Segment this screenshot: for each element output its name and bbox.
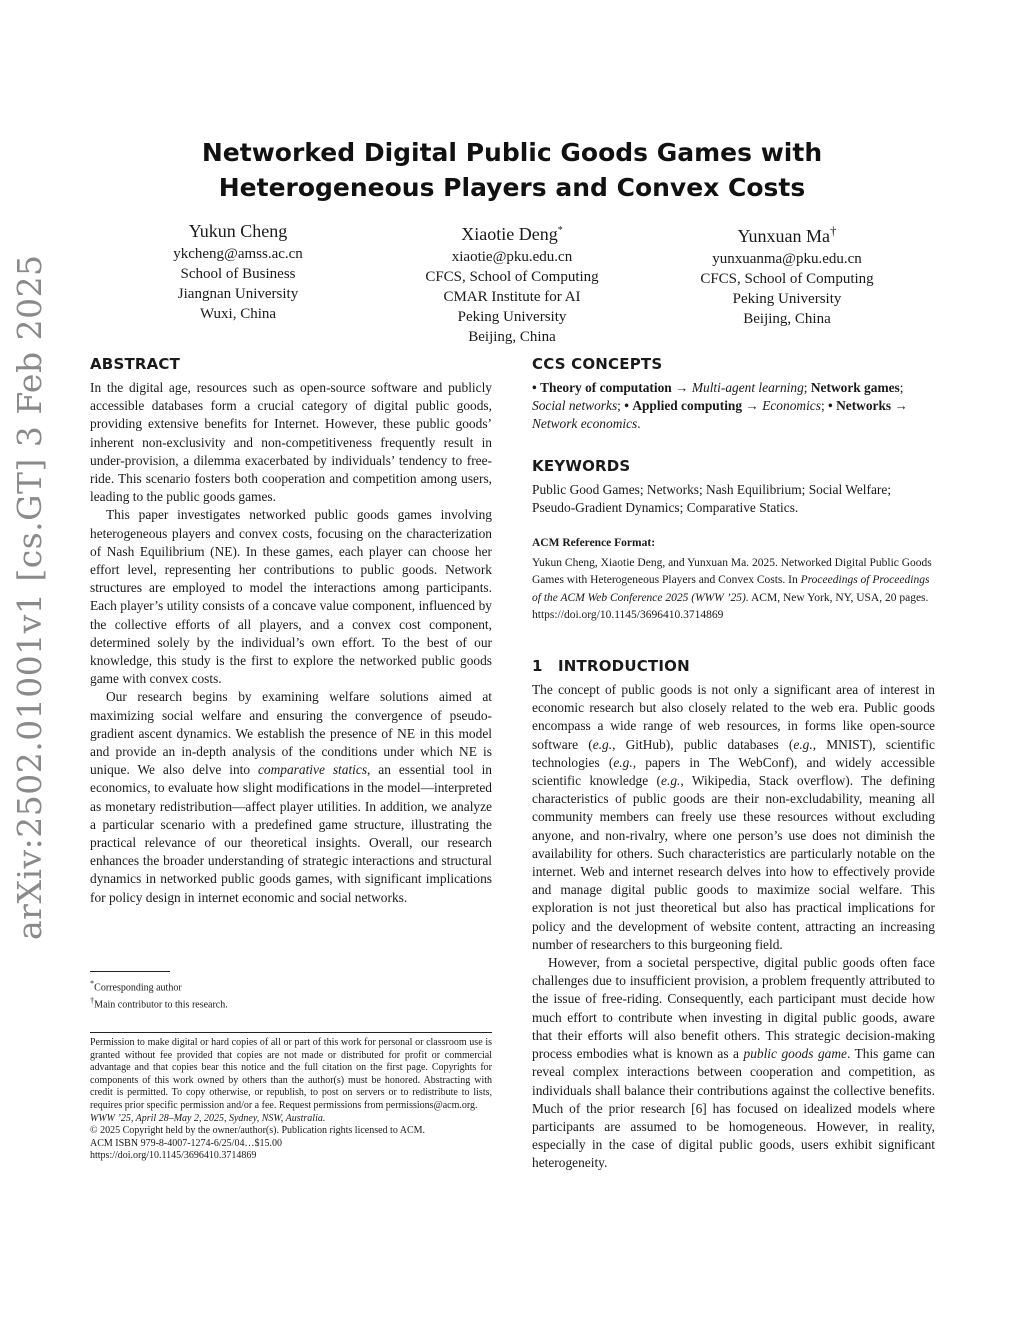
ccs-subterm: Social networks [532, 398, 618, 414]
arxiv-identifier: arXiv:2502.01001v1 [cs.GT] 3 Feb 2025 [10, 254, 49, 940]
ccs-term: Network games [810, 380, 900, 395]
bullet: • [532, 380, 537, 395]
footnote-mark: † [90, 996, 95, 1006]
emphasis: e.g. [661, 773, 681, 789]
acm-reference [532, 534, 935, 624]
section-number: 1 [532, 657, 543, 676]
arrow: → [675, 380, 689, 395]
ccs-concepts: • Theory of computation → Multi-agent learning; Network games; Social networks; • Applied computing → Economics; • Networks → Network economics. [532, 380, 908, 432]
ccs-subterm: Network economics [532, 416, 638, 432]
text-run: , MNIST), scientific technologies ( [532, 736, 935, 770]
left-column [90, 354, 492, 907]
emphasis: Proceedings of Proceedings of the ACM Web Conference 2025 (WWW ’25). [532, 574, 930, 604]
author-email: xiaotie@pku.edu.cn [451, 249, 573, 265]
text-run: , GitHub), public databases ( [612, 736, 794, 752]
permission-text: Permission to make digital or hard copies of all or part of this work for personal or classroom use is granted without fee provided that copies are not made or distributed for profit or commercial advantage and that copies bear this notice and the full citation on the first page. Copyrights for components of this work owned by others than the author(s) must be honored. Abstracting with credit is permitted. To copy otherwise, or republish, to post on servers or to redistribute to lists, requires prior specific permission and/or a fee. Request permissions from permissions@acm.org. [90, 1037, 492, 1111]
footnote-1 [90, 977, 492, 994]
text-run: . This game can reveal complex interactions between cooperation and competition, as individuals shall balance their contributions against the collective benefits. Much of the prior research [6] has focused on idealized models where participants are assumed to be homogeneous. However, in reality, especially in the case of digital public goods, users exhibit significant heterogeneity. [532, 1046, 935, 1171]
bullet: • [624, 398, 629, 414]
text-run: Our research begins by examining welfare solutions aimed at maximizing social welfare and ensuring the convergence of pseudo-gradient ascent dynamics. We establish the presence of NE in this model and provide an in-depth analysis of the conditions under which NE is unique. We also delve into [90, 689, 492, 778]
bullet: • [828, 398, 833, 414]
emphasis: e.g. [613, 754, 633, 770]
author-email: ykcheng@amss.ac.cn [173, 246, 303, 262]
title-line-1: Networked Digital Public Goods Games with [201, 138, 823, 167]
ccs-subterm: Multi-agent learning [691, 380, 804, 395]
permission-block [90, 1032, 492, 1163]
author-mark: * [557, 225, 563, 236]
intro-paragraph-1 [532, 681, 935, 954]
abstract-paragraph-3 [90, 688, 492, 906]
introduction-heading [532, 656, 935, 676]
ccs-heading: CCS CONCEPTS [532, 355, 663, 373]
emphasis: comparative statics [257, 762, 368, 778]
author-email: yunxuanma@pku.edu.cn [712, 251, 862, 267]
author-affiliation: Peking University [457, 309, 567, 325]
author-2 [382, 220, 642, 347]
footnote-text: Main contributor to this research. [94, 999, 228, 1011]
author-name: Xiaotie Deng [461, 224, 558, 244]
intro-paragraph-2 [532, 954, 935, 1172]
footnote-rule [90, 971, 170, 972]
arrow: → [745, 398, 759, 414]
author-name: Yunxuan Ma [737, 226, 830, 246]
ccs-term: Networks [836, 398, 892, 414]
footnote-2 [90, 994, 492, 1011]
author-affiliation: CFCS, School of Computing [425, 269, 599, 285]
author-name: Yukun Cheng [188, 221, 288, 241]
abstract-heading: ABSTRACT [90, 355, 181, 373]
keywords-heading: KEYWORDS [532, 456, 631, 475]
author-affiliation: Beijing, China [743, 311, 831, 327]
abstract-paragraph-2: This paper investigates networked public goods games involving heterogeneous players and convex costs, focusing on the characterization of Nash Equilibrium (NE). In these games, each player can choose her effort level, representing her contributions to public goods. Network structures are employed to model the interactions among participants. Each player’s utility consists of a concave value component, influenced by the collective efforts of all players, and a convex cost component, determined solely by the individual’s own effort. To the best of our knowledge, this study is the first to explore the networked public goods game with convex costs. [90, 507, 492, 687]
author-affiliation: Beijing, China [468, 329, 556, 345]
text-run: ACM, New York, NY, USA, 20 pages. https://doi.org/10.1145/3696410.3714869 [532, 591, 929, 621]
author-affiliation: CMAR Institute for AI [443, 289, 581, 305]
acm-reference-label: ACM Reference Format: [532, 537, 656, 550]
text-run: , an essential tool in economics, to evaluate how slight modifications in the model—interpreted as monetary redistribution—affect player utilities. In addition, we analyze a particular scenario with a predefined game structure, illustrating the practical relevance of our theoretical insights. Overall, our research enhances the broader understanding of strategic interactions and structural dynamics in networked public goods games, with significant implications for policy design in internet economic and social networks. [90, 762, 492, 905]
emphasis: public goods game [743, 1046, 847, 1062]
copyright-line: © 2025 Copyright held by the owner/author(s). Publication rights licensed to ACM. [90, 1125, 426, 1137]
footnote-mark: * [90, 979, 95, 988]
emphasis: e.g. [793, 736, 813, 752]
author-affiliation: CFCS, School of Computing [700, 271, 874, 287]
ccs-term: Applied computing [632, 398, 743, 414]
author-affiliation: Jiangnan University [177, 286, 299, 302]
section-title: INTRODUCTION [558, 657, 690, 676]
author-affiliation: School of Business [180, 266, 296, 282]
author-1 [108, 220, 368, 324]
title-line-2: Heterogeneous Players and Convex Costs [218, 173, 806, 202]
text-run: , Wikipedia, Stack overflow). The defining characteristics of public goods are their non-excludability, meaning all community members can freely use these resources without excluding anyone, and non-rivalry, where one person’s use does not diminish the availability for others. Such characteristics are particularly notable on the internet. Web and internet research delves into how to effectively provide and manage digital public goods to maximize social welfare. This exploration is not just theoretical but also has practical implications for policy and the development of website content, attracting an increasing number of researchers to this burgeoning field. [532, 773, 935, 952]
emphasis: e.g. [592, 736, 613, 752]
author-affiliation: Wuxi, China [199, 306, 277, 322]
acm-reference-text [532, 555, 935, 624]
text-run: Yukun Cheng, Xiaotie Deng, and Yunxuan Ma. 2025. Networked Digital Public Goods Games with Heterogeneous Players and Convex Costs. In [532, 557, 932, 587]
right-column [532, 354, 935, 1173]
doi-link[interactable]: https://doi.org/10.1145/3696410.3714869 [90, 1150, 257, 1162]
ccs-subterm: Economics [762, 398, 821, 414]
text-run: The concept of public goods is not only a significant area of interest in economic research but also closely related to the web era. Public goods encompass a wide range of web resources, in forms like open-source software ( [532, 682, 935, 752]
text-run: , papers in The WebConf), and widely accessible scientific knowledge ( [532, 754, 935, 789]
author-3 [657, 220, 917, 329]
paper-title [120, 135, 904, 205]
footnote-text: Corresponding author [94, 982, 182, 994]
isbn-line: ACM ISBN 979-8-4007-1274-6/25/04…$15.00 [90, 1137, 282, 1149]
arrow: → [894, 398, 908, 414]
venue-line: WWW ’25, April 28–May 2, 2025, Sydney, NSW, Australia. [90, 1112, 326, 1124]
abstract-paragraph-1: In the digital age, resources such as open-source software and publicly accessible databases form a crucial category of digital public goods, providing extensive benefits for Internet. However, these public goods’ inherent non-exclusivity and non-competitiveness frequently result in under-provision, a dilemma exacerbated by individuals’ tendency to free-ride. This scenario fosters both cooperation and competition among users, leading to the public goods games. [90, 380, 492, 505]
keywords-text: Public Good Games; Networks; Nash Equilibrium; Social Welfare; Pseudo-Gradient Dynamics; Comparative Statics. [532, 481, 892, 515]
footnotes [90, 971, 492, 1012]
author-affiliation: Peking University [732, 291, 842, 307]
text-run: However, from a societal perspective, digital public goods often face challenges due to insufficient provision, a problem frequently attributed to the issue of free-riding. Consequently, each participant must decide how much effort to contribute when investing in digital public goods, aware that their efforts will also benefit others. This strategic decision-making process embodies what is known as a [532, 955, 935, 1062]
ccs-term: Theory of computation [540, 380, 672, 395]
author-mark: † [830, 223, 837, 238]
